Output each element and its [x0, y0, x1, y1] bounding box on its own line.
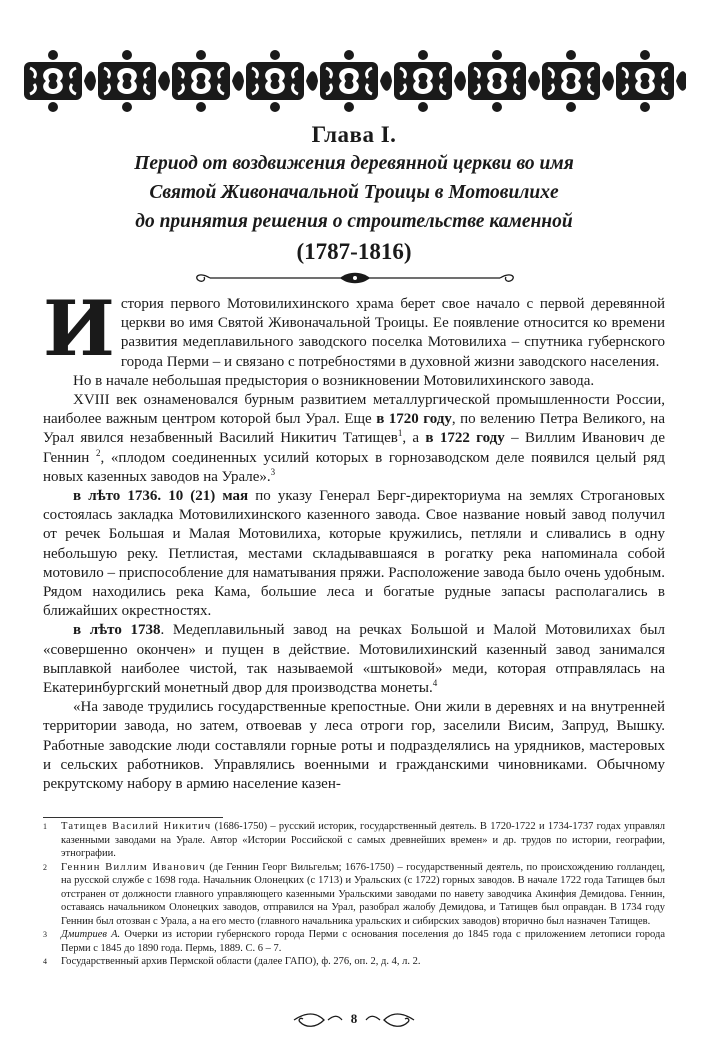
- chapter-title-line: Период от воздвижения деревянной церкви во имя: [134, 153, 574, 174]
- page-number: 8: [350, 1011, 358, 1026]
- chapter-number: Глава I.: [311, 122, 397, 147]
- folk-ornament-icon: [22, 48, 686, 114]
- chapter-heading: [40, 120, 668, 267]
- date-highlight: в лѣто 1736. 10 (21) мая: [73, 488, 249, 505]
- footnote-number: 4: [43, 957, 47, 966]
- footnote-number: 1: [43, 822, 47, 831]
- footnote-text: Государственный архив Пермской области (далее ГАПО), ф. 276, оп. 2, д. 4, л. 2.: [61, 956, 421, 967]
- footnote-author: Дмитриев А.: [61, 929, 121, 940]
- page-number-block: [254, 1009, 454, 1031]
- footnote-ref[interactable]: 3: [270, 466, 276, 477]
- footnote-rule: [43, 817, 223, 818]
- footnote-text: Очерки из истории губернского города Перми с основания поселения до 1845 года с приложением летописи города Перми с 1845 до 1890 года. Пермь, 1889. С. 6 – 7.: [61, 929, 665, 954]
- text-run: , «плодом соединенных усилий которых в горнозаводском деле появился целый ряд новых казенных заводов на Урале».: [43, 449, 665, 485]
- footnote-text: (де Геннин Георг Вильгельм; 1676-1750) – государственный деятель, по происхождению голландец, на русской службе с 1698 года. Начальник Олонецких (с 1713) и Уральских (с 1722) горных заводов. В начале 1722 года Татищев был отстранен от должности главного управляющего казенными Уральскими заводами по навету заводчика Акинфия Демидова. Геннин, оставаясь начальником Олонецких заводов, отправился на Урал, разобрал жалобу Демидова, и Татищев был оправдан. В 1734 году Геннин был отозван с Урала, а на его место (главного начальника уральских и сибирских заводов) вторично был назначен Татищев.: [61, 861, 665, 927]
- scroll-divider-icon: [190, 270, 520, 286]
- footnote: [43, 928, 665, 955]
- footnote: [43, 820, 665, 861]
- text-run: , а: [402, 430, 426, 447]
- date-highlight: в 1722 году: [425, 430, 505, 447]
- paragraph-text: стория первого Мотовилихинского храма берет свое начало с первой деревянной церкви во имя Святой Живоначальной Троицы. Ее появление относится ко времени развития медеплавильного заводского поселка Мотовилиха – спутника губернского города Перми – и связано с потребностями в духовной жизни заводского населения.: [120, 296, 665, 370]
- footnote: [43, 955, 665, 969]
- text-run: XVIII век ознаменовался бурным развитием металлургической промышленности России, наиболее важным центром которой был Урал. Еще: [43, 392, 665, 428]
- chapter-body: [43, 284, 665, 794]
- footnote-author: Геннин Виллим Иванович: [61, 861, 206, 873]
- footnote: [43, 861, 665, 929]
- text-run: . Медеплавильный завод на речках Большой и Малой Мотовилихах был «совершенно окончен» и пущен в действие. Мотовилихинский казенный завод занимался выплавкой наиболее чистой, так называемой «штыковой» меди, которая отправлялась на Екатеринбургский монетный двор для производства монеты.: [43, 622, 665, 697]
- paragraph: [43, 391, 665, 487]
- chapter-title-line: до принятия решения о строительстве каменной: [135, 211, 573, 232]
- footnote-ref[interactable]: 4: [432, 678, 438, 689]
- footnote-ref[interactable]: 1: [397, 428, 403, 439]
- paragraph: [43, 487, 665, 621]
- footnote-text: (1686-1750) – русский историк, государственный деятель. В 1720-1722 и 1734-1737 годах управлял казенными заводами на Урале. Автор «Истории Российской с самых древнейших времен» и др. трудов по истории, географии, этнографии.: [61, 821, 665, 859]
- paragraph: [43, 621, 665, 698]
- chapter-years: (1787-1816): [296, 239, 412, 264]
- footnote-author: Татищев Василий Никитич: [61, 821, 212, 832]
- footnote-number: 2: [43, 862, 47, 872]
- footnote-number: 3: [43, 930, 47, 939]
- text-run: по указу Генерал Берг-директориума на землях Строгановых состоялась закладка Мотовилихинского казенного завода. Свое название новый завод получил от речек Большая и Малая Мотовилиха, которые кружились, петляли и сливались в одну небольшую реку. Петлистая, местами складывавшаяся в рогатку река напоминала собой мотовило – приспособление для наматывания пряжи. Расположение завода было очень удобным. Рядом находились река Кама, большие леса и богатые рудные запасы располагались в ближайших окрестностях.: [43, 488, 665, 620]
- date-highlight: в лѣто 1738: [73, 622, 161, 639]
- footnote-ref[interactable]: 2: [95, 447, 101, 458]
- drop-cap: И: [43, 284, 115, 373]
- text-run: , по велению Петра Великого, на Урал явился незабвенный Василий Никитич Татищев: [43, 411, 665, 447]
- chapter-title-line: Святой Живоначальной Троицы в Мотовилихе: [149, 182, 559, 203]
- paragraph: «На заводе трудились государственные крепостные. Они жили в деревнях и на внутренней территории завода, но затем, отвоевав у леса отроги гор, заселили Висим, Запруд, Вышку. Работные заводские люди составляли горные роты и подразделялись на урядников, мастеровых и сельских работников. Управлялись военными и гражданскими чиновниками. Обычному рекрутскому набору в армию население казен-: [43, 699, 665, 793]
- date-highlight: в 1720 году: [376, 411, 452, 428]
- paragraph: [43, 284, 665, 373]
- footnotes: [43, 820, 665, 969]
- paragraph: Но в начале небольшая предыстория о возникновении Мотовилихинского завода.: [73, 372, 595, 389]
- text-run: – Виллим Иванович де Геннин: [43, 430, 665, 466]
